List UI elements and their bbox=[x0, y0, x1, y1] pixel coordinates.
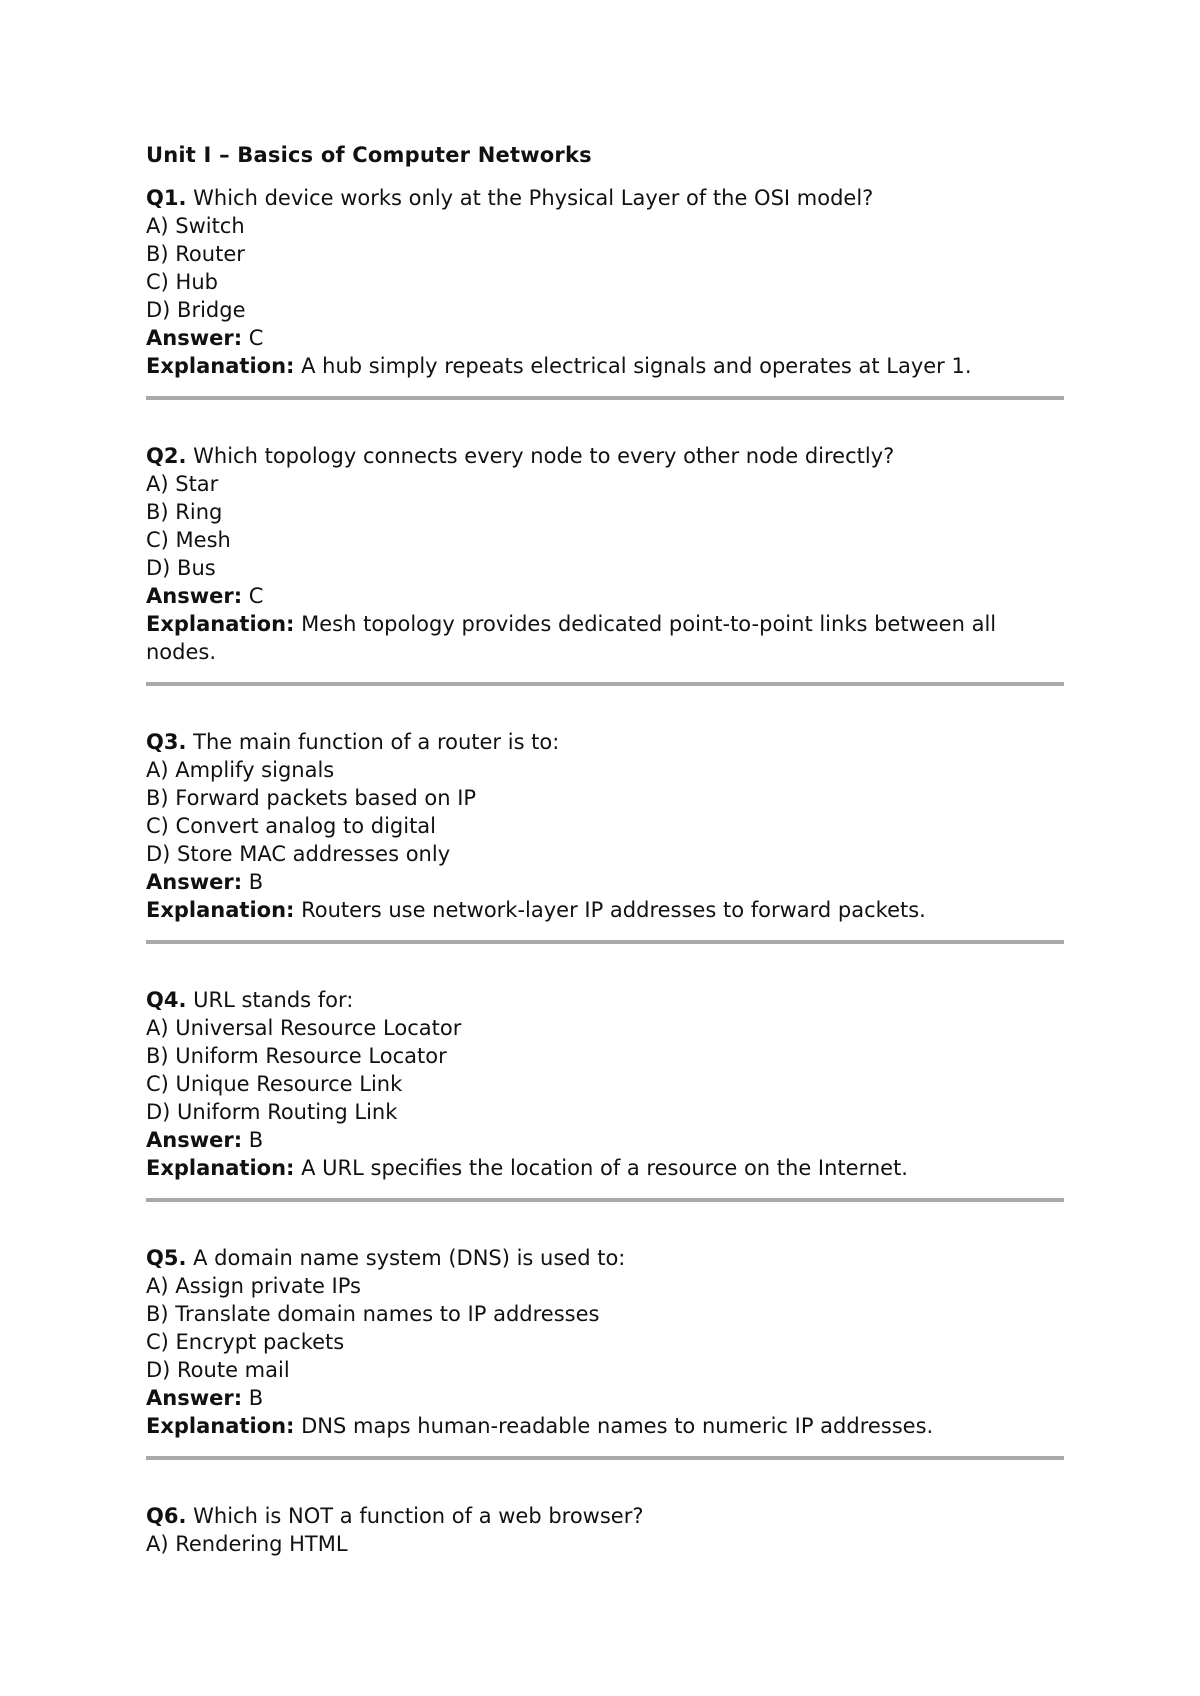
explanation-text: A URL specifies the location of a resource on the Internet. bbox=[301, 1156, 908, 1180]
explanation-text: Routers use network-layer IP addresses to forward packets. bbox=[301, 898, 926, 922]
question-text: Which is NOT a function of a web browser? bbox=[193, 1504, 644, 1528]
explanation-label: Explanation: bbox=[146, 1414, 295, 1438]
section-divider bbox=[146, 682, 1064, 686]
question-text: Which topology connects every node to every other node directly? bbox=[193, 444, 895, 468]
question-text: The main function of a router is to: bbox=[193, 730, 560, 754]
question-text: URL stands for: bbox=[193, 988, 354, 1012]
question-number: Q4. bbox=[146, 988, 187, 1012]
question-number: Q2. bbox=[146, 444, 187, 468]
answer-label: Answer: bbox=[146, 584, 243, 608]
explanation-text: Mesh topology provides dedicated point-to-point links between all nodes. bbox=[146, 612, 997, 664]
explanation-text: DNS maps human-readable names to numeric IP addresses. bbox=[301, 1414, 934, 1438]
question-3 bbox=[146, 728, 1066, 924]
answer-line bbox=[146, 1126, 1066, 1154]
answer-label: Answer: bbox=[146, 870, 243, 894]
question-1 bbox=[146, 184, 1066, 380]
explanation-label: Explanation: bbox=[146, 898, 295, 922]
explanation-line bbox=[146, 1412, 1066, 1440]
option-b: B) Ring bbox=[146, 500, 223, 524]
question-2 bbox=[146, 442, 1066, 666]
question-stem bbox=[146, 184, 1066, 212]
answer-line bbox=[146, 868, 1066, 896]
question-stem bbox=[146, 986, 1066, 1014]
answer-line bbox=[146, 1384, 1066, 1412]
unit-title: Unit I – Basics of Computer Networks bbox=[146, 143, 592, 167]
question-number: Q3. bbox=[146, 730, 187, 754]
question-text: A domain name system (DNS) is used to: bbox=[193, 1246, 626, 1270]
explanation-line bbox=[146, 352, 1066, 380]
answer-value: C bbox=[248, 326, 264, 350]
option-a: A) Universal Resource Locator bbox=[146, 1016, 462, 1040]
option-c: C) Hub bbox=[146, 270, 218, 294]
explanation-label: Explanation: bbox=[146, 1156, 295, 1180]
option-c: C) Unique Resource Link bbox=[146, 1072, 403, 1096]
question-6 bbox=[146, 1502, 1066, 1558]
option-c: C) Encrypt packets bbox=[146, 1330, 345, 1354]
question-stem bbox=[146, 728, 1066, 756]
section-divider bbox=[146, 940, 1064, 944]
question-number: Q5. bbox=[146, 1246, 187, 1270]
option-d: D) Store MAC addresses only bbox=[146, 842, 451, 866]
option-a: A) Switch bbox=[146, 214, 245, 238]
answer-label: Answer: bbox=[146, 326, 243, 350]
explanation-line bbox=[146, 610, 1066, 666]
section-divider bbox=[146, 396, 1064, 400]
section-divider bbox=[146, 1198, 1064, 1202]
option-b: B) Router bbox=[146, 242, 245, 266]
explanation-line bbox=[146, 896, 1066, 924]
document-page bbox=[146, 140, 1066, 1558]
explanation-text: A hub simply repeats electrical signals and operates at Layer 1. bbox=[301, 354, 972, 378]
answer-label: Answer: bbox=[146, 1386, 243, 1410]
answer-value: C bbox=[248, 584, 264, 608]
explanation-line bbox=[146, 1154, 1066, 1182]
option-b: B) Uniform Resource Locator bbox=[146, 1044, 447, 1068]
answer-value: B bbox=[248, 1128, 264, 1152]
question-stem bbox=[146, 1244, 1066, 1272]
option-d: D) Route mail bbox=[146, 1358, 290, 1382]
section-divider bbox=[146, 1456, 1064, 1460]
option-b: B) Forward packets based on IP bbox=[146, 786, 477, 810]
answer-line bbox=[146, 324, 1066, 352]
question-stem bbox=[146, 1502, 1066, 1530]
option-b: B) Translate domain names to IP addresses bbox=[146, 1302, 600, 1326]
explanation-label: Explanation: bbox=[146, 354, 295, 378]
answer-value: B bbox=[248, 870, 264, 894]
question-text: Which device works only at the Physical Layer of the OSI model? bbox=[193, 186, 874, 210]
question-stem bbox=[146, 442, 1066, 470]
option-a: A) Star bbox=[146, 472, 219, 496]
option-c: C) Mesh bbox=[146, 528, 231, 552]
option-c: C) Convert analog to digital bbox=[146, 814, 437, 838]
question-number: Q6. bbox=[146, 1504, 187, 1528]
option-d: D) Bus bbox=[146, 556, 216, 580]
option-a: A) Rendering HTML bbox=[146, 1532, 348, 1556]
option-a: A) Assign private IPs bbox=[146, 1274, 361, 1298]
answer-value: B bbox=[248, 1386, 264, 1410]
explanation-label: Explanation: bbox=[146, 612, 295, 636]
option-d: D) Bridge bbox=[146, 298, 246, 322]
answer-label: Answer: bbox=[146, 1128, 243, 1152]
question-5 bbox=[146, 1244, 1066, 1440]
answer-line bbox=[146, 582, 1066, 610]
option-d: D) Uniform Routing Link bbox=[146, 1100, 398, 1124]
question-number: Q1. bbox=[146, 186, 187, 210]
question-4 bbox=[146, 986, 1066, 1182]
option-a: A) Amplify signals bbox=[146, 758, 335, 782]
